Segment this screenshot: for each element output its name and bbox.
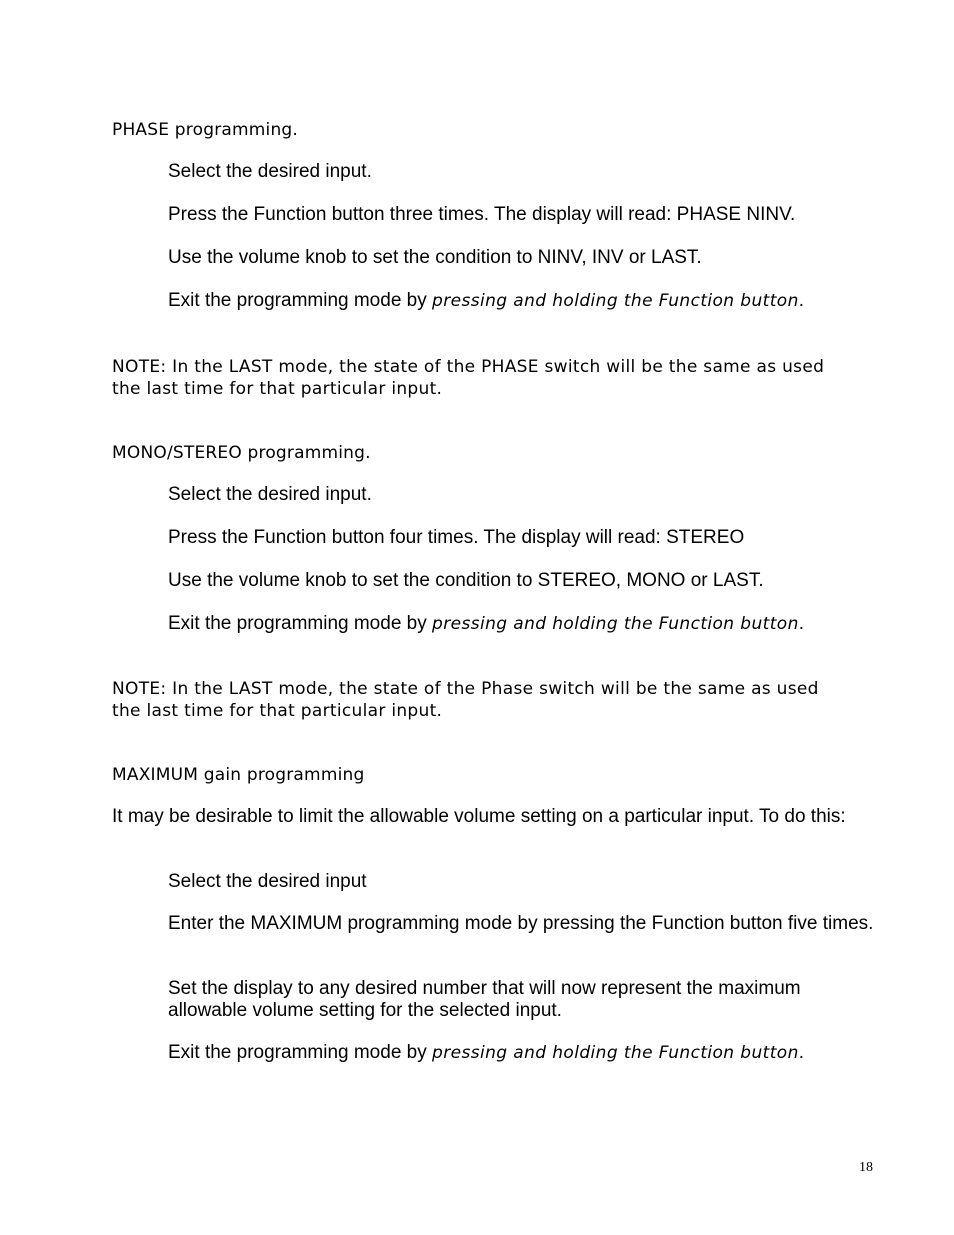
maximum-step-enter-mode: Enter the MAXIMUM programming mode by pressing the Function button five times.: [168, 913, 874, 934]
maximum-exit-text: Exit the programming mode by: [168, 1042, 433, 1063]
maximum-heading: MAXIMUM gain programming: [112, 765, 365, 785]
phase-exit-text: Exit the programming mode by: [168, 290, 433, 311]
phase-heading: PHASE programming.: [112, 120, 299, 140]
mono-exit-emphasis: pressing and holding the Function button: [432, 614, 799, 634]
page-number: 18: [859, 1160, 873, 1175]
maximum-exit-emphasis: pressing and holding the Function button: [432, 1043, 799, 1063]
phase-step-exit: [168, 290, 828, 312]
maximum-step-select-input: Select the desired input: [168, 871, 367, 892]
phase-note: NOTE: In the LAST mode, the state of the PHASE switch will be the same as used the last time for that particular input.: [112, 357, 825, 399]
phase-step-press-function: Press the Function button three times. The display will read: PHASE NINV.: [168, 204, 796, 225]
maximum-intro: It may be desirable to limit the allowable volume setting on a particular input. To do this:: [112, 806, 846, 827]
mono-step-exit: [168, 613, 828, 635]
maximum-exit-period: .: [798, 1042, 805, 1063]
maximum-step-set-display: Set the display to any desired number that will now represent the maximum allowable volume setting for the selected input.: [168, 978, 801, 1021]
mono-stereo-heading: MONO/STEREO programming.: [112, 443, 371, 463]
phase-step-select-input: Select the desired input.: [168, 161, 372, 182]
mono-step-select-input: Select the desired input.: [168, 484, 372, 505]
phase-exit-emphasis: pressing and holding the Function button: [432, 291, 799, 311]
mono-step-volume-knob: Use the volume knob to set the condition to STEREO, MONO or LAST.: [168, 570, 764, 591]
maximum-step-exit: [168, 1042, 828, 1064]
mono-note: NOTE: In the LAST mode, the state of the Phase switch will be the same as used the last time for that particular input.: [112, 679, 819, 721]
phase-step-volume-knob: Use the volume knob to set the condition to NINV, INV or LAST.: [168, 247, 702, 268]
mono-step-press-function: Press the Function button four times. The display will read: STEREO: [168, 527, 745, 548]
mono-exit-period: .: [798, 613, 805, 634]
mono-exit-text: Exit the programming mode by: [168, 613, 433, 634]
phase-exit-period: .: [798, 290, 805, 311]
